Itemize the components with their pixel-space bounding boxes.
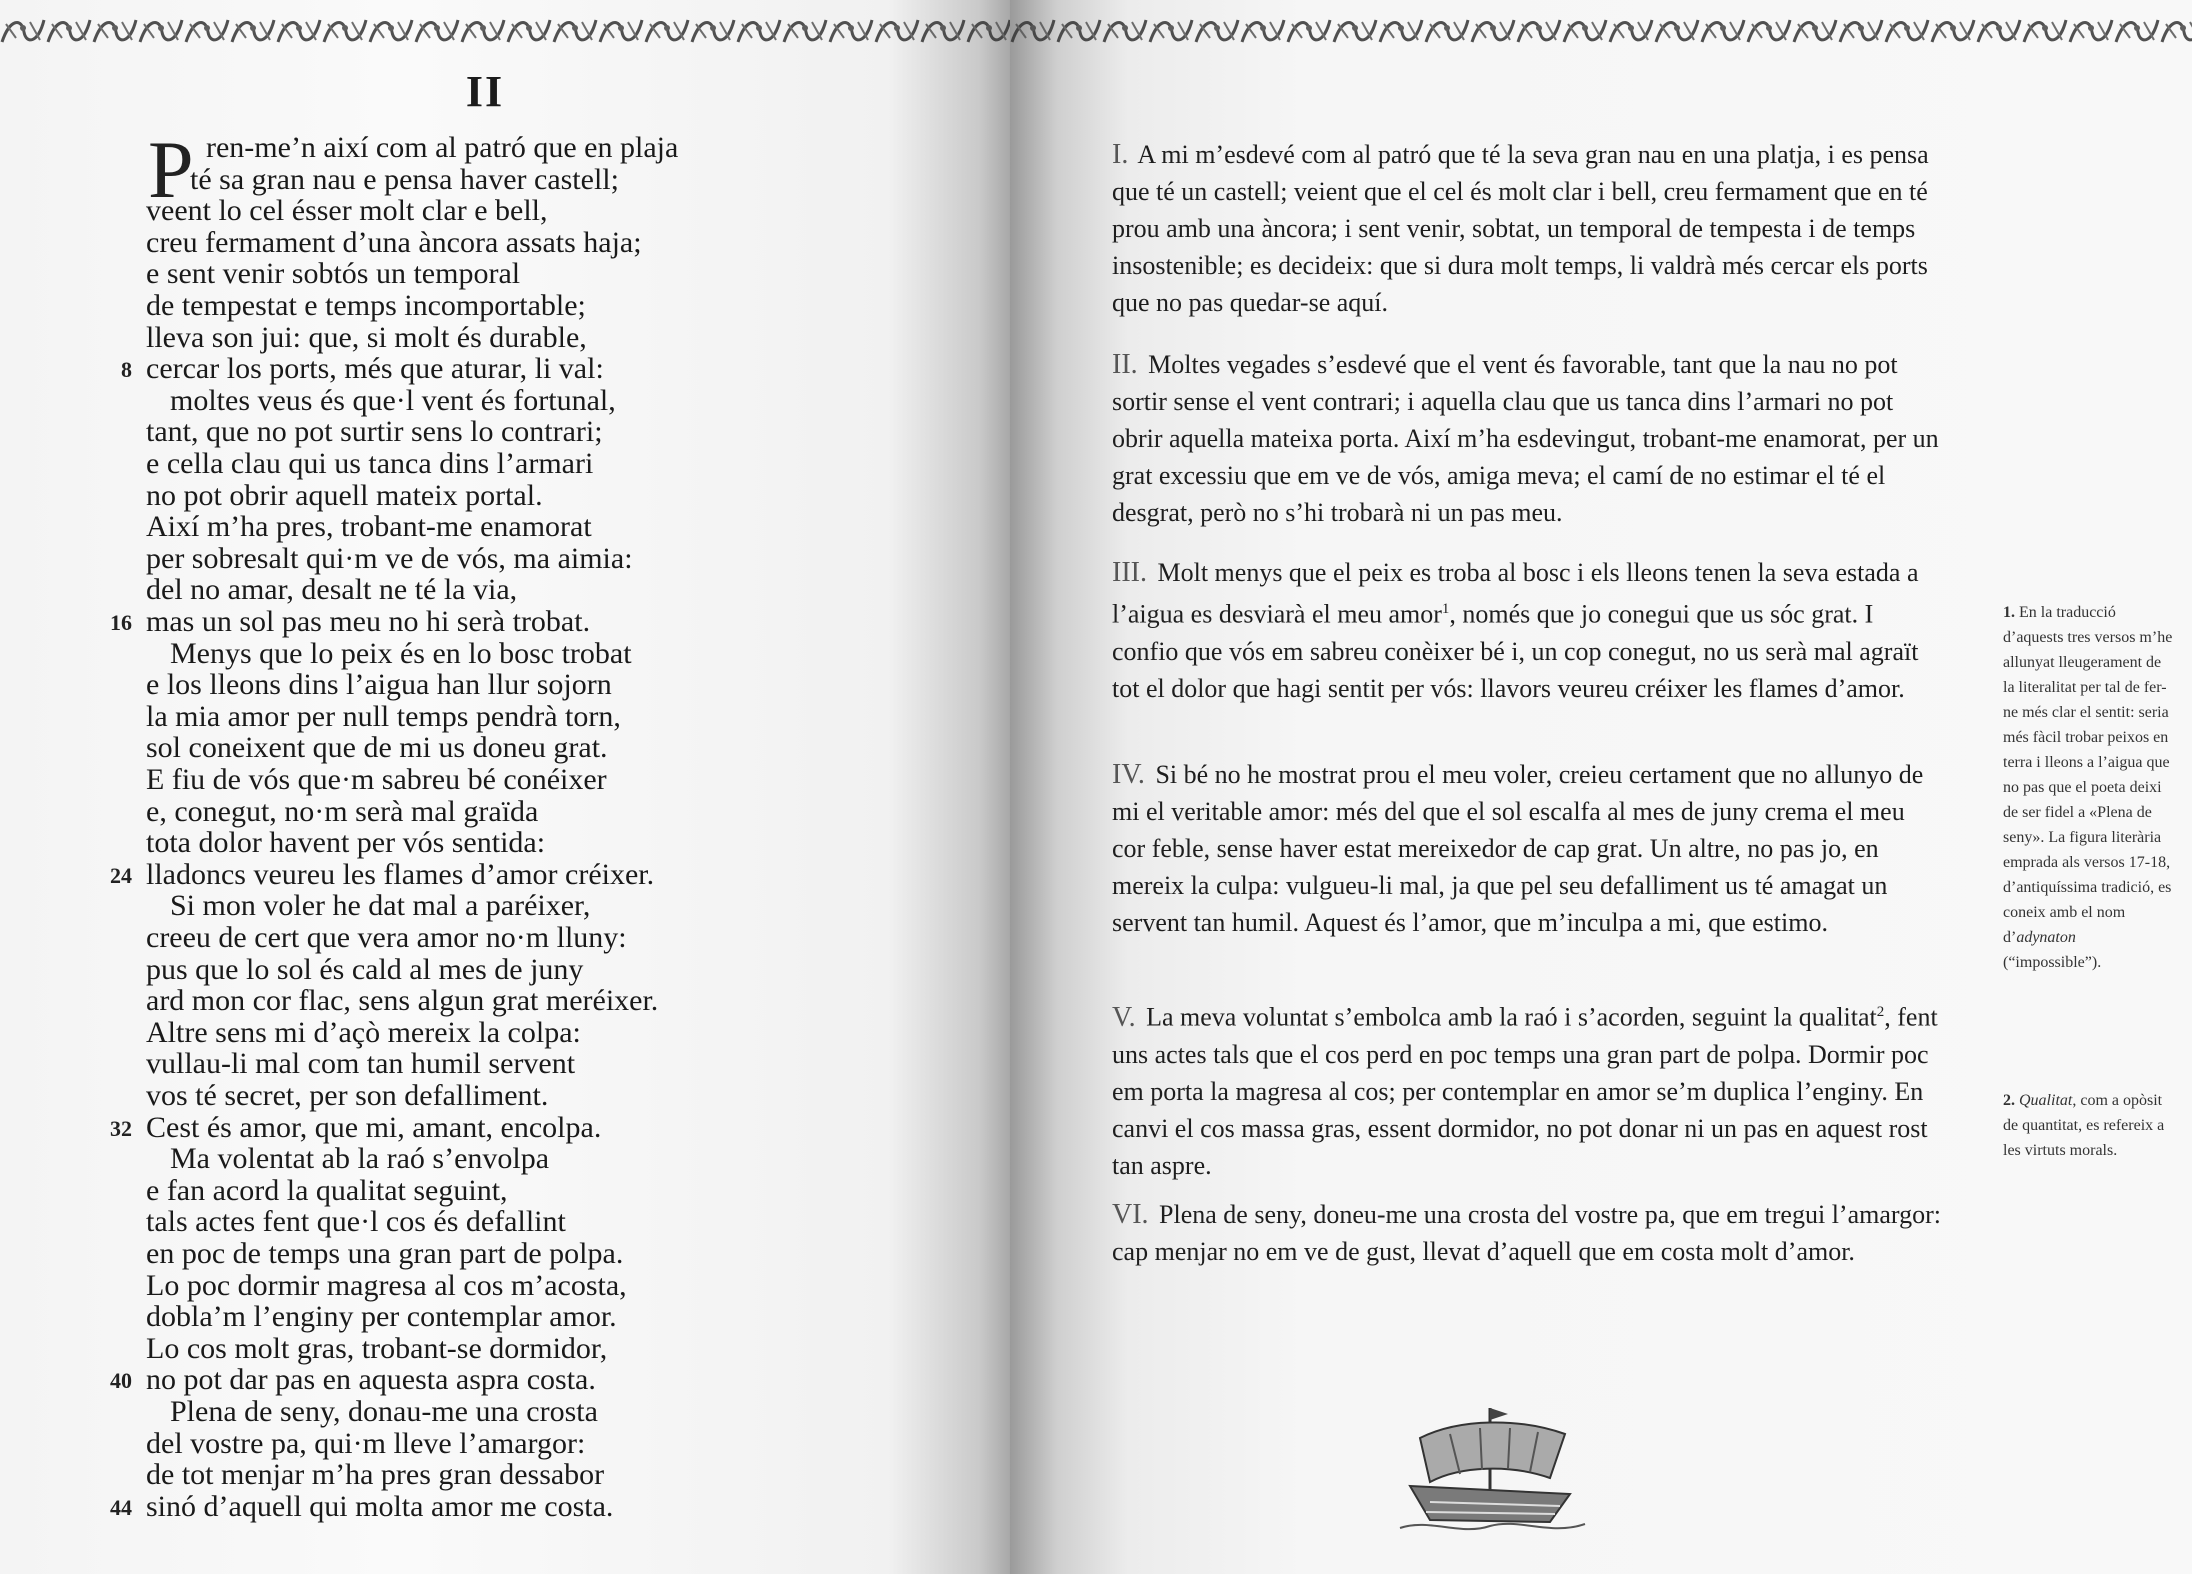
ornament-pattern-icon — [1010, 14, 2192, 48]
verse-line: e cella clau qui us tanca dins l’armari — [146, 447, 594, 480]
paragraph-text: La meva voluntat s’embolca amb la raó i s’acorden, seguint la qualitat — [1146, 1002, 1877, 1032]
verse-line: sinó d’aquell qui molta amor me costa. — [146, 1489, 614, 1523]
paragraph-1 — [1112, 136, 1942, 321]
verse-line: e, conegut, no·m serà mal graïda — [146, 794, 539, 828]
decorative-border-left — [0, 14, 1010, 48]
footnote-italic: Qualitat — [2019, 1092, 2073, 1109]
verse-line: sol coneixent que de mi us doneu grat. — [146, 731, 608, 765]
paragraph-text: Si bé no he mostrat prou el meu voler, creieu certament que no allunyo de mi el veritable amor: més del que el sol escalfa al mes de juny crema el meu cor feble, sense haver estat mereixedor de cap grat. Un altre, no pas jo, en mereix la culpa: vulgueu-li mal, ja que pel seu defalliment us té amagat un servent tan humil. Aquest és l’amor, que m’inculpa a mi, que estimo. — [1112, 760, 1924, 937]
footnote-italic: adynaton — [2016, 929, 2076, 946]
verse-line: cercar los ports, més que aturar, li val: — [146, 352, 604, 386]
paragraph-numeral: VI. — [1112, 1199, 1149, 1230]
footnote-text: (“impossible”). — [2003, 954, 2102, 971]
paragraph-5 — [1112, 994, 1942, 1184]
footnote-text: En la traducció d’aquests tres versos m’he allunyat lleugerament de la literalitat per tal de fer-ne més clar el sentit: seria més fàcil trobar peixos en terra i lleons a l’aigua que no pas que el poeta deixi de ser fidel a «Plena de seny». La figura literària emprada als versos 17-18, d’antiquíssima tradició, es coneix amb el nom d’ — [2003, 604, 2173, 946]
verse-line: Lo cos molt gras, trobant-se dormidor, — [146, 1331, 608, 1365]
verse-line: per sobresalt qui·m ve de vós, ma aimia: — [146, 541, 633, 575]
verse-line: tota dolor havent per vós sentida: — [146, 826, 546, 860]
line-number: 32 — [110, 1115, 132, 1141]
paragraph-text: Molt menys que el peix es troba al bosc i els lleons tenen la seva estada a l’aigua es desviarà el meu amor — [1112, 558, 1919, 629]
verse-line: moltes veus és que·l vent és fortunal, — [170, 383, 616, 417]
verse-line: del vostre pa, qui·m lleve l’amargor: — [146, 1426, 586, 1460]
verse-line: dobla’m l’enginy per contemplar amor. — [146, 1300, 617, 1334]
paragraph-numeral: IV. — [1112, 759, 1145, 790]
paragraph-text: , només que jo conegui que us sóc grat. I confio que vós em sabreu conèixer bé i, un cop conegut, no us serà mal agraït tot el dolor que hagi sentit per vós: llavors veureu créixer les flames d’amor. — [1112, 599, 1919, 703]
line-number: 24 — [110, 862, 132, 888]
verse-line: Si mon voler he dat mal a paréixer, — [170, 889, 591, 923]
verse-line: E fiu de vós que·m sabreu bé conéixer — [146, 763, 607, 796]
verse-line: mas un sol pas meu no hi serà trobat. — [146, 605, 591, 638]
verse-line: no pot obrir aquell mateix portal. — [146, 478, 543, 512]
verse-line: vullau-li mal com tan humil servent — [146, 1047, 576, 1081]
verse-line: e fan acord la qualitat seguint, — [146, 1173, 508, 1207]
paragraph-3 — [1112, 554, 1942, 707]
footnote-text: , com a opòsit de quantitat, es refereix a les virtuts morals. — [2003, 1092, 2165, 1159]
paragraph-text: Moltes vegades s’esdevé que el vent és favorable, tant que la nau no pot sortir sense el vent contrari; i aquella clau que us tanca dins l’armari no pot obrir aquella mateixa porta. Així m’ha esdevingut, trobant-me enamorat, per un grat excessiu que em ve de vós, amiga meva; el camí de no estimar el té el desgrat, però no s’hi trobarà ni un pas meu. — [1112, 350, 1939, 527]
paragraph-numeral: V. — [1112, 1001, 1136, 1033]
paragraph-4 — [1112, 756, 1942, 941]
verse-line: tant, que no pot surtir sens lo contrari; — [146, 415, 603, 449]
verse-line: ren-me’n així com al patró que en plaja — [206, 131, 679, 164]
footnote-marker[interactable]: 1 — [1441, 601, 1450, 617]
verse-line: de tot menjar m’ha pres gran dessabor — [146, 1458, 605, 1492]
decorative-border-right — [1010, 14, 2192, 48]
ship-illustration-icon — [1390, 1398, 1590, 1538]
verse-line: Ma volentat ab la raó s’envolpa — [170, 1142, 550, 1176]
verse-line: lleva son jui: que, si molt és durable, — [146, 320, 587, 354]
verse-line: Lo poc dormir magresa al cos m’acosta, — [146, 1268, 627, 1302]
line-number: 44 — [110, 1494, 132, 1520]
line-number: 8 — [121, 357, 132, 383]
footnote-number: 1. — [2003, 604, 2015, 621]
verse-line: veent lo cel ésser molt clar e bell, — [146, 194, 548, 228]
verse-line: creeu de cert que vera amor no·m lluny: — [146, 921, 627, 954]
paragraph-numeral: III. — [1112, 557, 1147, 588]
drop-cap: P — [148, 124, 194, 215]
paragraph-text: A mi m’esdevé com al patró que té la seva gran nau en una platja, i es pensa que té un castell; veient que el cel és molt clar i bell, creu fermament que en té prou amb una àncora; i sent venir, sobtat, un temporal de tempesta i de temps insostenible; es decideix: que si dura molt temps, li valdrà més cercar els ports que no pas quedar-se aquí. — [1112, 140, 1929, 317]
verse-line: Així m’ha pres, trobant-me enamorat — [146, 510, 592, 544]
ornament-pattern-icon — [0, 14, 1010, 48]
paragraph-2 — [1112, 346, 1942, 531]
paragraph-text: , fent uns actes tals que el cos perd en poc temps una gran part de polpa. Dormir poc em porta la magresa al cos; per contemplar en amor se’m duplica l’enginy. En canvi el cos massa gras, essent dormidor, no pot donar ni un pas en aquest rost tan aspre. — [1112, 1002, 1938, 1180]
verse-line: no pot dar pas en aquesta aspra costa. — [146, 1363, 596, 1397]
footnote-number: 2. — [2003, 1092, 2015, 1109]
verse-line: tals actes fent que·l cos és defallint — [146, 1205, 566, 1239]
verse-line: Plena de seny, donau-me una crosta — [170, 1395, 598, 1428]
verse-line: e los lleons dins l’aigua han llur sojorn — [146, 668, 612, 702]
verse-line: vos té secret, per son defalliment. — [146, 1079, 549, 1112]
line-number: 16 — [110, 610, 132, 635]
verse-line: del no amar, desalt ne té la via, — [146, 573, 518, 607]
verse-line: de tempestat e temps incomportable; — [146, 289, 586, 322]
verse-line: Menys que lo peix és en lo bosc trobat — [170, 636, 632, 670]
verse-line: creu fermament d’una àncora assats haja; — [146, 225, 642, 259]
verse-line: pus que lo sol és cald al mes de juny — [146, 952, 584, 986]
chapter-number: II — [465, 67, 505, 116]
paragraph-text: Plena de seny, doneu-me una crosta del vostre pa, que em tregui l’amargor: cap menjar no em ve de gust, llevat d’aquell que em costa molt d’amor. — [1112, 1200, 1941, 1266]
footnote-marker[interactable]: 2 — [1876, 1004, 1885, 1020]
verse-line: la mia amor per null temps pendrà torn, — [146, 699, 621, 733]
verse-line: té sa gran nau e pensa haver castell; — [190, 162, 619, 196]
verse-line: ard mon cor flac, sens algun grat meréixer. — [146, 984, 659, 1018]
paragraph-6 — [1112, 1196, 1942, 1270]
paragraph-numeral: II. — [1112, 349, 1138, 380]
verse-line: Cest és amor, que mi, amant, encolpa. — [146, 1110, 602, 1144]
verse-line: en poc de temps una gran part de polpa. — [146, 1237, 624, 1270]
paragraph-numeral: I. — [1112, 139, 1129, 170]
verse-line: lladoncs veureu les flames d’amor créixer. — [146, 857, 655, 891]
footnote-2 — [2003, 1088, 2173, 1163]
verse-line: e sent venir sobtós un temporal — [146, 257, 521, 291]
line-number: 40 — [110, 1368, 132, 1394]
verse-line: Altre sens mi d’açò mereix la colpa: — [146, 1015, 581, 1049]
footnote-1 — [2003, 600, 2173, 975]
